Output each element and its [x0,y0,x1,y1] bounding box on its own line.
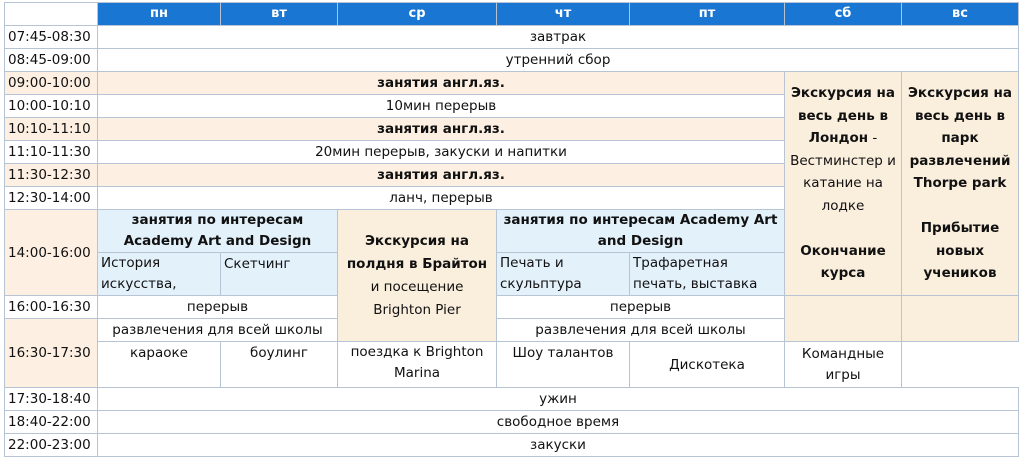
activity-cell: завтрак [98,26,1019,49]
history-cell: История искусства, [98,253,221,296]
day-fri: пт [630,3,785,26]
header-row [5,3,1019,26]
day-mon: пн [98,3,221,26]
activity-cell: 10мин перерыв [98,95,785,118]
activity-cell: ланч, перерыв [98,187,785,210]
bowling-cell: боулинг [221,342,338,388]
fun-right: развлечения для всей школы [497,319,785,342]
day-sun: вс [902,3,1019,26]
time-cell: 09:00-10:00 [5,72,98,95]
day-wed: ср [338,3,497,26]
time-cell: 17:30-18:40 [5,388,98,411]
table-row [5,49,1019,72]
time-cell: 12:30-14:00 [5,187,98,210]
day-tue: вт [221,3,338,26]
sat-desc: Вестминстер и катание на лодке [790,152,896,214]
marina-cell: поездка к Brighton Marina [338,342,497,388]
time-cell: 14:00-16:00 [5,210,98,296]
time-cell: 07:45-08:30 [5,26,98,49]
sat-blank [785,296,902,342]
english-lesson-cell: занятия англ.яз. [98,72,785,95]
sat-title: Экскурсия на весь день в Лондон [791,85,895,147]
time-cell: 10:00-10:10 [5,95,98,118]
table-row [5,72,1019,95]
activity-cell: 20мин перерыв, закуски и напитки [98,141,785,164]
table-row [5,411,1019,434]
time-cell: 11:30-12:30 [5,164,98,187]
activity-cell: свободное время [98,411,1019,434]
brighton-bold: Экскурсия на полдня в Брайтон [346,232,488,272]
time-cell: 18:40-22:00 [5,411,98,434]
day-thu: чт [497,3,630,26]
brighton-excursion [338,210,497,342]
fun-left: развлечения для всей школы [98,319,338,342]
day-sat: сб [785,3,902,26]
time-cell: 22:00-23:00 [5,434,98,457]
sat-end: Окончание курса [800,242,886,282]
schedule-table [4,2,1019,457]
break-left: перерыв [98,296,338,319]
talent-cell: Шоу талантов [497,342,630,388]
time-cell: 10:10-11:10 [5,118,98,141]
time-cell: 11:10-11:30 [5,141,98,164]
sun-blank [902,296,1019,342]
saturday-excursion [785,72,902,296]
header-corner [5,3,98,26]
print-cell: Печать и скульптура [497,253,630,296]
disco-cell: Дискотека [630,342,785,388]
karaoke-cell: караоке [98,342,221,388]
table-row [5,434,1019,457]
interest-classes-right: занятия по интересам Academy Art and Design [497,210,785,253]
interest-classes-left: занятия по интересам Academy Art and Design [98,210,338,253]
sketch-cell: Скетчинг [221,253,338,296]
sun-arrival: Прибытие новых учеников [920,220,1000,282]
time-cell: 08:45-09:00 [5,49,98,72]
english-lesson-cell: занятия англ.яз. [98,118,785,141]
table-row [5,388,1019,411]
time-cell: 16:00-16:30 [5,296,98,319]
activity-cell: закуски [98,434,1019,457]
sun-title: Экскурсия на весь день в парк развлечений Thorpe park [908,85,1012,192]
sunday-excursion [902,72,1019,296]
table-row [5,296,1019,319]
sat-dash: - [868,130,878,147]
activity-cell: утренний сбор [98,49,1019,72]
table-row [5,342,1019,388]
break-right: перерыв [497,296,785,319]
english-lesson-cell: занятия англ.яз. [98,164,785,187]
table-row [5,26,1019,49]
activity-cell: ужин [98,388,1019,411]
brighton-rest: и посещение Brighton Pier [370,278,464,318]
time-cell: 16:30-17:30 [5,319,98,388]
stencil-cell: Трафаретная печать, выставка [630,253,785,296]
team-games-cell: Командные игры [785,342,902,388]
